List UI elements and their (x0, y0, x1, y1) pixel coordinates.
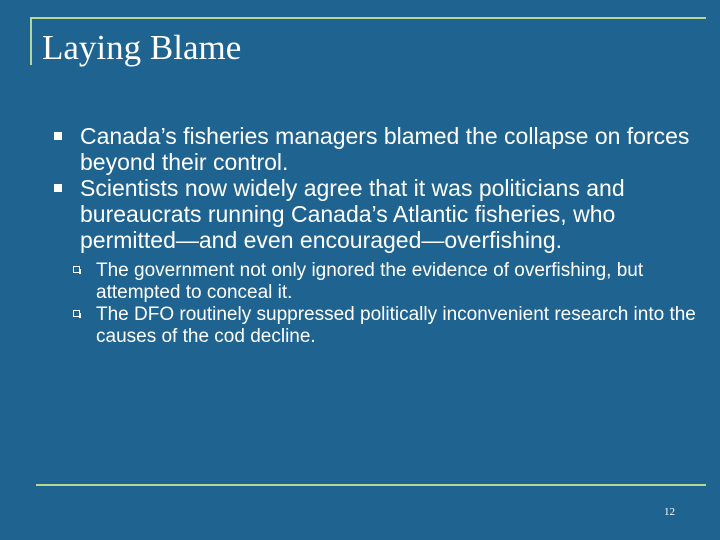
sub-bullet-item (80, 260, 702, 304)
square-bullet-icon (54, 132, 62, 140)
frame-left-line (30, 17, 32, 65)
bullet-text: Canada’s fisheries managers blamed the collapse on forces beyond their control. (80, 123, 690, 175)
sub-bullet-list (80, 260, 702, 348)
page-number: 12 (664, 506, 675, 518)
checkbox-bullet-icon (73, 266, 80, 273)
bullet-item (0, 175, 720, 348)
frame-bottom-line (36, 484, 706, 486)
bullet-text: Scientists now widely agree that it was politicians and bureaucrats running Canada’s Atlantic fisheries, who permitted—and even encouraged—overfishing. (80, 175, 625, 253)
sub-bullet-text: The DFO routinely suppressed politically inconvenient research into the causes of the cod decline. (96, 304, 696, 347)
bullet-item (0, 123, 720, 175)
checkbox-bullet-icon (73, 310, 80, 317)
slide-title: Laying Blame (42, 28, 242, 67)
bullet-list (0, 123, 720, 348)
sub-bullet-item (80, 304, 702, 348)
square-bullet-icon (54, 184, 62, 192)
frame-top-line (30, 17, 706, 19)
sub-bullet-text: The government not only ignored the evidence of overfishing, but attempted to conceal it. (96, 260, 644, 303)
